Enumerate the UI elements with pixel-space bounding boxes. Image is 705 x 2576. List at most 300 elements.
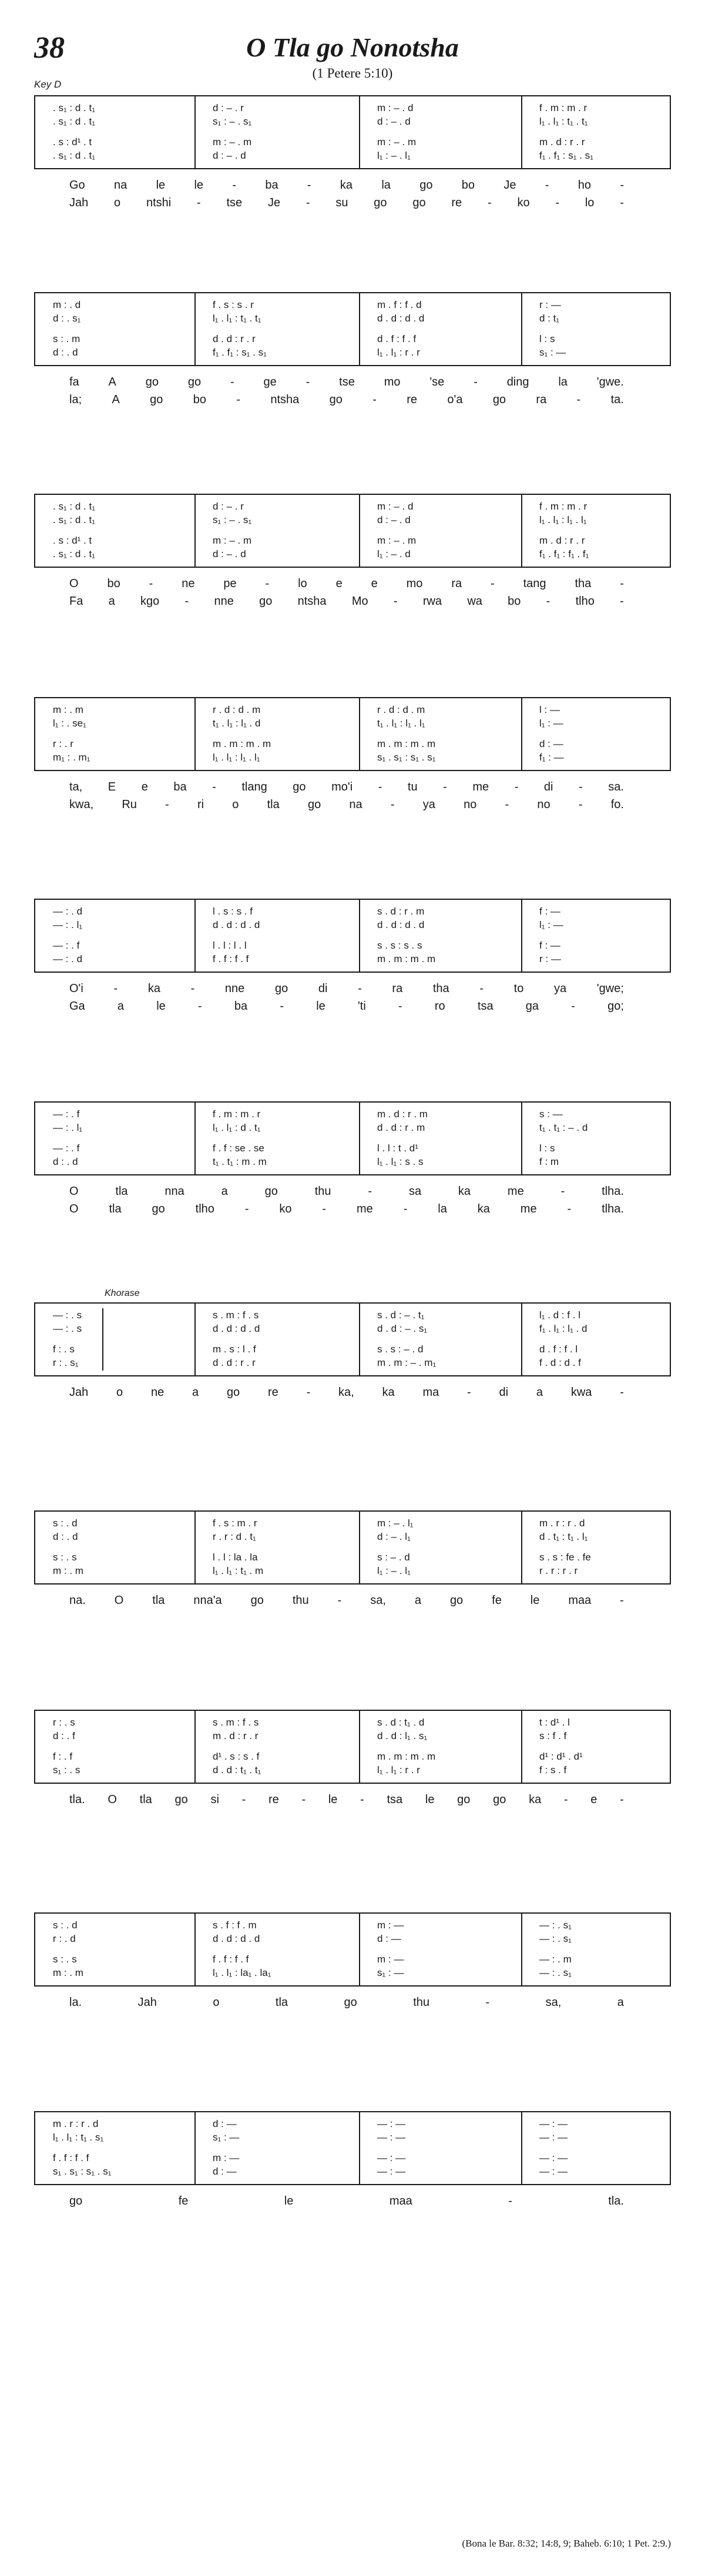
staff-box: [34, 292, 671, 366]
staff-box: [34, 899, 671, 973]
lyric-syllable: go: [174, 1793, 188, 1806]
lyrics-block: [34, 1793, 671, 1811]
measure-notes: l₁ . l₁ : r . r: [377, 1764, 420, 1776]
lyric-line: [34, 798, 671, 816]
lyric-syllable: tla: [139, 1793, 152, 1806]
lyric-syllable: mo: [384, 376, 401, 388]
measure-notes: l . s : s . f: [213, 906, 253, 917]
lyric-syllable: -: [443, 780, 447, 793]
lyric-syllable: go: [264, 1185, 278, 1198]
lyric-syllable: -: [306, 1386, 311, 1399]
measure-notes: . s₁ : d . t₁: [53, 102, 95, 113]
measure-notes: m . m : m . m: [377, 738, 436, 749]
lyric-syllable: tla: [275, 1996, 288, 2009]
lyric-syllable: go: [344, 1996, 357, 2009]
lyric-syllable: a: [617, 1996, 624, 2009]
measure-notes: l . l : t . d¹: [377, 1143, 418, 1154]
measure-notes: d . d : r . m: [377, 1122, 425, 1133]
lyric-syllable: go: [419, 179, 433, 192]
measure-notes: f . f : f . f: [213, 953, 249, 964]
voice-row: [35, 2152, 670, 2165]
lyric-syllable: O'i: [69, 982, 83, 995]
measure-notes: d . d : r . r: [213, 1357, 256, 1368]
lyric-syllable: -: [620, 1594, 624, 1607]
lyric-syllable: tlho: [575, 595, 595, 608]
measure-notes: — : —: [377, 2132, 406, 2143]
measure-notes: s : f . f: [539, 1730, 567, 1741]
voice-row: [35, 906, 670, 919]
measure-notes: t : d¹ . l: [539, 1717, 570, 1728]
lyric-syllable: -: [280, 1000, 284, 1013]
measure-notes: d : – . d: [377, 116, 411, 127]
measure-notes: s : . d: [53, 1920, 78, 1931]
lyric-syllable: di: [543, 780, 553, 793]
measure-notes: f . s : m . r: [213, 1518, 257, 1529]
lyric-syllable: Fa: [69, 595, 83, 608]
lyric-syllable: di: [318, 982, 328, 995]
lyric-syllable: o: [116, 1386, 123, 1399]
measure-notes: m : – . m: [213, 535, 252, 546]
measure-notes: r . d : d . m: [213, 704, 261, 715]
lyric-syllable: E: [108, 780, 116, 793]
measure-notes: d . f : f . f: [377, 333, 417, 344]
lyric-syllable: Ru: [122, 798, 137, 811]
lyric-syllable: ya: [554, 982, 567, 995]
lyrics-block: [34, 2195, 671, 2212]
measure-notes: m : – . m: [213, 136, 252, 148]
lyric-syllable: me: [520, 1202, 537, 1215]
measure-notes: — : . d: [53, 906, 83, 917]
measure-notes: r : —: [539, 299, 561, 310]
lyric-syllable: 'ti: [357, 1000, 366, 1013]
lyric-syllable: -: [165, 798, 169, 811]
measure-notes: . s : d¹ . t: [53, 535, 92, 546]
staff-box: [34, 1302, 671, 1376]
measure-notes: t₁ . l₁ : l₁ . l₁: [377, 718, 425, 729]
measure-notes: s . s : – . d: [377, 1344, 424, 1355]
lyric-line: [34, 2195, 671, 2212]
lyrics-block: [34, 1386, 671, 1403]
lyric-line: [34, 196, 671, 214]
voice-row: [35, 333, 670, 346]
lyric-syllable: sa: [408, 1185, 422, 1198]
lyric-syllable: re: [407, 393, 418, 406]
lyric-syllable: ba: [265, 179, 278, 192]
measure-notes: d : – . r: [213, 102, 244, 113]
lyric-syllable: no: [464, 798, 477, 811]
lyric-syllable: go: [259, 595, 273, 608]
lyric-syllable: na: [114, 179, 127, 192]
lyric-line: [34, 1996, 671, 2014]
measure-notes: d : . d: [53, 1531, 78, 1542]
measure-notes: s₁ . s₁ : s₁ . s₁: [53, 2166, 112, 2177]
lyric-syllable: la: [438, 1202, 447, 1215]
measure-notes: d : – . r: [213, 501, 244, 512]
measure-notes: l : —: [539, 704, 560, 715]
voice-row: [35, 150, 670, 163]
lyric-syllable: le: [328, 1793, 338, 1806]
lyric-syllable: su: [335, 196, 348, 209]
music-system: [34, 2111, 671, 2212]
lyric-syllable: ka: [458, 1185, 471, 1198]
lyric-syllable: O: [114, 1594, 124, 1607]
lyrics-block: [34, 376, 671, 411]
measure-notes: d . d : d . d: [213, 1323, 260, 1334]
key-signature: Key D: [34, 79, 62, 90]
lyric-syllable: ko: [279, 1202, 292, 1215]
music-system: [34, 292, 671, 411]
lyric-syllable: -: [149, 577, 153, 590]
lyric-syllable: tlha.: [602, 1185, 624, 1198]
staff-box: [34, 2111, 671, 2185]
lyric-syllable: nna'a: [193, 1594, 222, 1607]
lyric-syllable: ra: [392, 982, 403, 995]
lyric-syllable: la: [381, 179, 391, 192]
lyric-syllable: -: [514, 780, 519, 793]
music-system: [34, 95, 671, 214]
measure-notes: m : —: [377, 1954, 404, 1965]
measure-notes: r : . r: [53, 738, 73, 749]
voice-row: [35, 1920, 670, 1932]
measure-notes: s . d : t₁ . d: [377, 1717, 425, 1728]
lyrics-block: [34, 1185, 671, 1220]
lyric-syllable: go: [457, 1793, 471, 1806]
voice-row: [35, 2132, 670, 2145]
measure-notes: m : —: [377, 1920, 404, 1931]
measure-notes: s . m : f . s: [213, 1309, 259, 1321]
hymn-title: O Tla go Nonotsha: [246, 32, 459, 62]
lyric-syllable: Jah: [69, 196, 89, 209]
measure-notes: l₁ : . se₁: [53, 718, 86, 729]
lyric-syllable: ka: [147, 982, 160, 995]
measure-notes: l₁ . l₁ : t₁ . t₁: [213, 313, 261, 324]
lyrics-block: [34, 179, 671, 214]
lyric-syllable: le: [316, 1000, 325, 1013]
measure-notes: s . m : f . s: [213, 1717, 259, 1728]
measure-notes: s₁ . s₁ : s₁ . s₁: [377, 752, 436, 763]
lyric-syllable: -: [620, 1793, 624, 1806]
measure-notes: — : . f: [53, 940, 80, 951]
measure-notes: d : —: [539, 738, 563, 749]
lyric-syllable: tsa: [477, 1000, 494, 1013]
measure-notes: . s₁ : d . t₁: [53, 116, 95, 127]
lyric-syllable: si: [210, 1793, 219, 1806]
lyric-syllable: tha: [575, 577, 592, 590]
lyric-syllable: e: [141, 780, 148, 793]
lyric-syllable: a: [192, 1386, 199, 1399]
lyric-syllable: go: [150, 393, 163, 406]
measure-notes: m . r : r . d: [53, 2118, 99, 2129]
measure-notes: m . d : r . m: [377, 1108, 428, 1120]
voice-row: [35, 718, 670, 731]
staff-box: [34, 1510, 671, 1585]
measure-notes: d : . f: [53, 1730, 75, 1741]
lyric-syllable: ka,: [338, 1386, 354, 1399]
lyric-syllable: ho: [578, 179, 591, 192]
music-system: [34, 1101, 671, 1220]
lyric-syllable: go: [412, 196, 426, 209]
staff-box: [34, 494, 671, 568]
measure-notes: d : —: [377, 1933, 401, 1944]
lyric-syllable: -: [398, 1000, 402, 1013]
measure-notes: f . f : f . f: [53, 2152, 89, 2163]
measure-notes: l₁ : – . l₁: [377, 150, 411, 161]
lyric-line: [34, 1594, 671, 1612]
measure-notes: s . d : – . t₁: [377, 1309, 425, 1321]
measure-notes: s . d : r . m: [377, 906, 425, 917]
staff-box: [34, 1912, 671, 1987]
lyric-syllable: ne: [150, 1386, 164, 1399]
measure-notes: d . d : t₁ . t₁: [213, 1764, 261, 1776]
measure-notes: d : . d: [53, 1156, 78, 1167]
lyric-syllable: fe: [492, 1594, 502, 1607]
lyric-syllable: ding: [506, 376, 529, 388]
measure-notes: d : – . d: [377, 514, 411, 525]
voice-row: [35, 1108, 670, 1121]
measure-notes: f₁ : —: [539, 752, 564, 763]
measure-notes: m : . m: [53, 1967, 83, 1978]
lyric-syllable: ka: [382, 1386, 395, 1399]
measure-notes: f . m : m . r: [213, 1108, 261, 1120]
lyric-syllable: tlha.: [602, 1202, 624, 1215]
lyrics-block: [34, 1594, 671, 1612]
lyric-syllable: go: [293, 780, 306, 793]
lyric-syllable: mo: [406, 577, 423, 590]
voice-row: [35, 514, 670, 527]
lyric-syllable: tang: [523, 577, 546, 590]
lyric-syllable: O: [69, 577, 79, 590]
measure-notes: d . d : d . d: [213, 1933, 260, 1944]
voice-row: [35, 738, 670, 751]
lyric-syllable: -: [360, 1793, 364, 1806]
measure-notes: — : —: [377, 2166, 406, 2177]
voice-row: [35, 2118, 670, 2131]
measure-notes: f₁ . f₁ : f₁ . f₁: [539, 548, 589, 560]
voice-row: [35, 2166, 670, 2179]
lyric-line: [34, 179, 671, 196]
lyric-syllable: -: [306, 196, 310, 209]
lyric-syllable: ka: [477, 1202, 490, 1215]
measure-notes: — : . f: [53, 1143, 80, 1154]
measure-notes: s : – . d: [377, 1552, 410, 1563]
lyric-syllable: -: [212, 780, 216, 793]
measure-notes: f . f : f . f: [213, 1954, 249, 1965]
voice-row: [35, 1531, 670, 1544]
lyric-syllable: le: [156, 1000, 166, 1013]
measure-notes: s₁ : – . s₁: [213, 514, 252, 525]
voice-row: [35, 1552, 670, 1565]
voice-row: [35, 1156, 670, 1169]
lyric-syllable: thu: [292, 1594, 309, 1607]
measure-notes: m : . d: [53, 299, 81, 310]
measure-notes: f₁ . f₁ : s₁ . s₁: [539, 150, 593, 161]
measure-notes: s . f : f . m: [213, 1920, 257, 1931]
lyric-syllable: nne: [224, 982, 245, 995]
voice-row: [35, 1933, 670, 1946]
measure-notes: r : . s₁: [53, 1357, 79, 1368]
measure-notes: f . f : se . se: [213, 1143, 264, 1154]
measure-notes: t₁ . t₁ : m . m: [213, 1156, 267, 1167]
lyric-syllable: go;: [607, 1000, 624, 1013]
lyric-syllable: -: [232, 179, 237, 192]
measure-notes: t₁ . t₁ : – . d: [539, 1122, 588, 1133]
lyric-line: [34, 393, 671, 411]
lyric-syllable: -: [620, 595, 624, 608]
measure-notes: f . m : m . r: [539, 501, 588, 512]
measure-notes: r : . s: [53, 1717, 75, 1728]
measure-notes: d : . s₁: [53, 313, 81, 324]
measure-notes: l . l : la . la: [213, 1552, 258, 1563]
measure-notes: m . m : m . m: [377, 953, 436, 964]
lyric-syllable: go: [274, 982, 288, 995]
lyric-syllable: wa: [467, 595, 482, 608]
measure-notes: f : —: [539, 940, 560, 951]
lyric-syllable: O: [108, 1793, 117, 1806]
measure-notes: f : . s: [53, 1344, 75, 1355]
lyric-line: [34, 1793, 671, 1811]
measure-notes: l₁ : – . d: [377, 548, 411, 560]
measure-notes: m : – . m: [377, 535, 417, 546]
measure-notes: t₁ . l₁ : l₁ . d: [213, 718, 261, 729]
lyric-syllable: ma: [422, 1386, 439, 1399]
lyric-syllable: bo: [193, 393, 206, 406]
lyric-syllable: -: [620, 179, 624, 192]
measure-notes: m . d : r . r: [539, 535, 585, 546]
measure-notes: m . d : r . r: [213, 1730, 258, 1741]
lyric-syllable: ge: [263, 376, 277, 388]
lyric-syllable: lo: [585, 196, 595, 209]
music-system: [34, 1288, 671, 1403]
lyric-syllable: Go: [69, 179, 85, 192]
voice-row: [35, 1122, 670, 1135]
lyric-syllable: -: [505, 798, 509, 811]
lyric-syllable: -: [576, 393, 581, 406]
measure-notes: d¹ . s : s . f: [213, 1751, 260, 1762]
voice-row: [35, 1143, 670, 1155]
hymn-number: 38: [34, 31, 65, 65]
voice-row: [35, 1344, 670, 1356]
lyric-syllable: go: [493, 1793, 506, 1806]
lyric-syllable: rwa: [422, 595, 442, 608]
scripture-references: (Bona le Bar. 8:32; 14:8, 9; Baheb. 6:10; 1 Pet. 2:9.): [462, 2538, 671, 2549]
lyric-syllable: a: [117, 1000, 125, 1013]
lyric-syllable: -: [265, 577, 270, 590]
lyric-syllable: ko: [517, 196, 530, 209]
lyric-syllable: to: [513, 982, 524, 995]
lyric-syllable: no: [537, 798, 550, 811]
lyric-syllable: la.: [69, 1996, 82, 2009]
music-system: [34, 1710, 671, 1811]
measure-notes: f . d : d . f: [539, 1357, 581, 1368]
voice-row: [35, 1309, 670, 1322]
music-system: [34, 899, 671, 1017]
measure-notes: s₁ : . s: [53, 1764, 80, 1776]
voice-row: [35, 752, 670, 765]
measure-notes: d . d : r . r: [213, 333, 256, 344]
lyric-syllable: kgo: [140, 595, 160, 608]
lyric-line: [34, 1386, 671, 1403]
lyric-syllable: me: [357, 1202, 373, 1215]
lyric-syllable: tse: [339, 376, 355, 388]
lyric-syllable: -: [620, 196, 624, 209]
lyric-syllable: Jah: [137, 1996, 157, 2009]
measure-notes: l₁ . d : f . l: [539, 1309, 580, 1321]
measure-notes: m : – . d: [377, 501, 414, 512]
lyric-syllable: tla: [152, 1594, 165, 1607]
lyric-syllable: -: [403, 1202, 408, 1215]
lyric-syllable: -: [560, 1185, 565, 1198]
lyric-syllable: kwa: [570, 1386, 592, 1399]
lyric-syllable: nne: [214, 595, 234, 608]
measure-notes: f . s : s . r: [213, 299, 254, 310]
measure-notes: m : . m: [53, 1565, 83, 1576]
measure-notes: s : . d: [53, 1518, 78, 1529]
lyric-syllable: tla.: [69, 1793, 85, 1806]
lyric-syllable: tla: [109, 1202, 122, 1215]
lyric-syllable: -: [378, 780, 382, 793]
lyric-syllable: re: [451, 196, 462, 209]
lyric-syllable: ntsha: [297, 595, 327, 608]
lyric-syllable: na: [349, 798, 362, 811]
measure-notes: — : —: [377, 2118, 406, 2129]
voice-row: [35, 299, 670, 312]
lyric-syllable: -: [190, 982, 195, 995]
measure-notes: f . m : m . r: [539, 102, 588, 113]
measure-notes: d : t₁: [539, 313, 560, 324]
measure-notes: m : – . m: [377, 136, 417, 148]
lyric-syllable: ba: [173, 780, 187, 793]
lyric-syllable: sa,: [370, 1594, 386, 1607]
measure-notes: l₁ : —: [539, 919, 563, 930]
lyric-syllable: A: [108, 376, 116, 388]
measure-notes: m . s : l . f: [213, 1344, 256, 1355]
lyrics-block: [34, 982, 671, 1017]
lyric-syllable: nna: [164, 1185, 184, 1198]
lyric-syllable: fa: [69, 376, 79, 388]
measure-notes: d . d : d . d: [377, 919, 425, 930]
measure-notes: d . f : f . l: [539, 1344, 578, 1355]
voice-row: [35, 953, 670, 966]
lyric-syllable: ta,: [69, 780, 83, 793]
lyric-syllable: 'se: [429, 376, 445, 388]
music-system: [34, 494, 671, 612]
lyric-syllable: -: [467, 1386, 471, 1399]
lyric-syllable: o: [213, 1996, 220, 2009]
voice-row: [35, 1518, 670, 1530]
measure-notes: m . d : r . r: [539, 136, 585, 148]
lyric-syllable: ntshi: [146, 196, 172, 209]
voice-row: [35, 1954, 670, 1967]
lyrics-block: [34, 577, 671, 612]
measure-notes: f : m: [539, 1156, 559, 1167]
lyric-syllable: tla: [267, 798, 280, 811]
lyric-syllable: mo'i: [331, 780, 353, 793]
lyric-syllable: ro: [434, 1000, 445, 1013]
measure-notes: d : – . l₁: [377, 1531, 411, 1542]
lyric-syllable: le: [156, 179, 166, 192]
lyric-syllable: -: [113, 982, 118, 995]
lyric-syllable: o: [114, 196, 121, 209]
lyric-syllable: la: [558, 376, 568, 388]
lyric-syllable: kwa,: [69, 798, 94, 811]
measure-notes: d . d : – . s₁: [377, 1323, 428, 1334]
measure-notes: l : s: [539, 333, 555, 344]
section-label: Khorase: [105, 1288, 140, 1298]
lyric-syllable: -: [372, 393, 377, 406]
lyric-syllable: -: [184, 595, 189, 608]
measure-notes: s₁ : —: [213, 2132, 240, 2143]
measure-notes: d : —: [213, 2166, 237, 2177]
